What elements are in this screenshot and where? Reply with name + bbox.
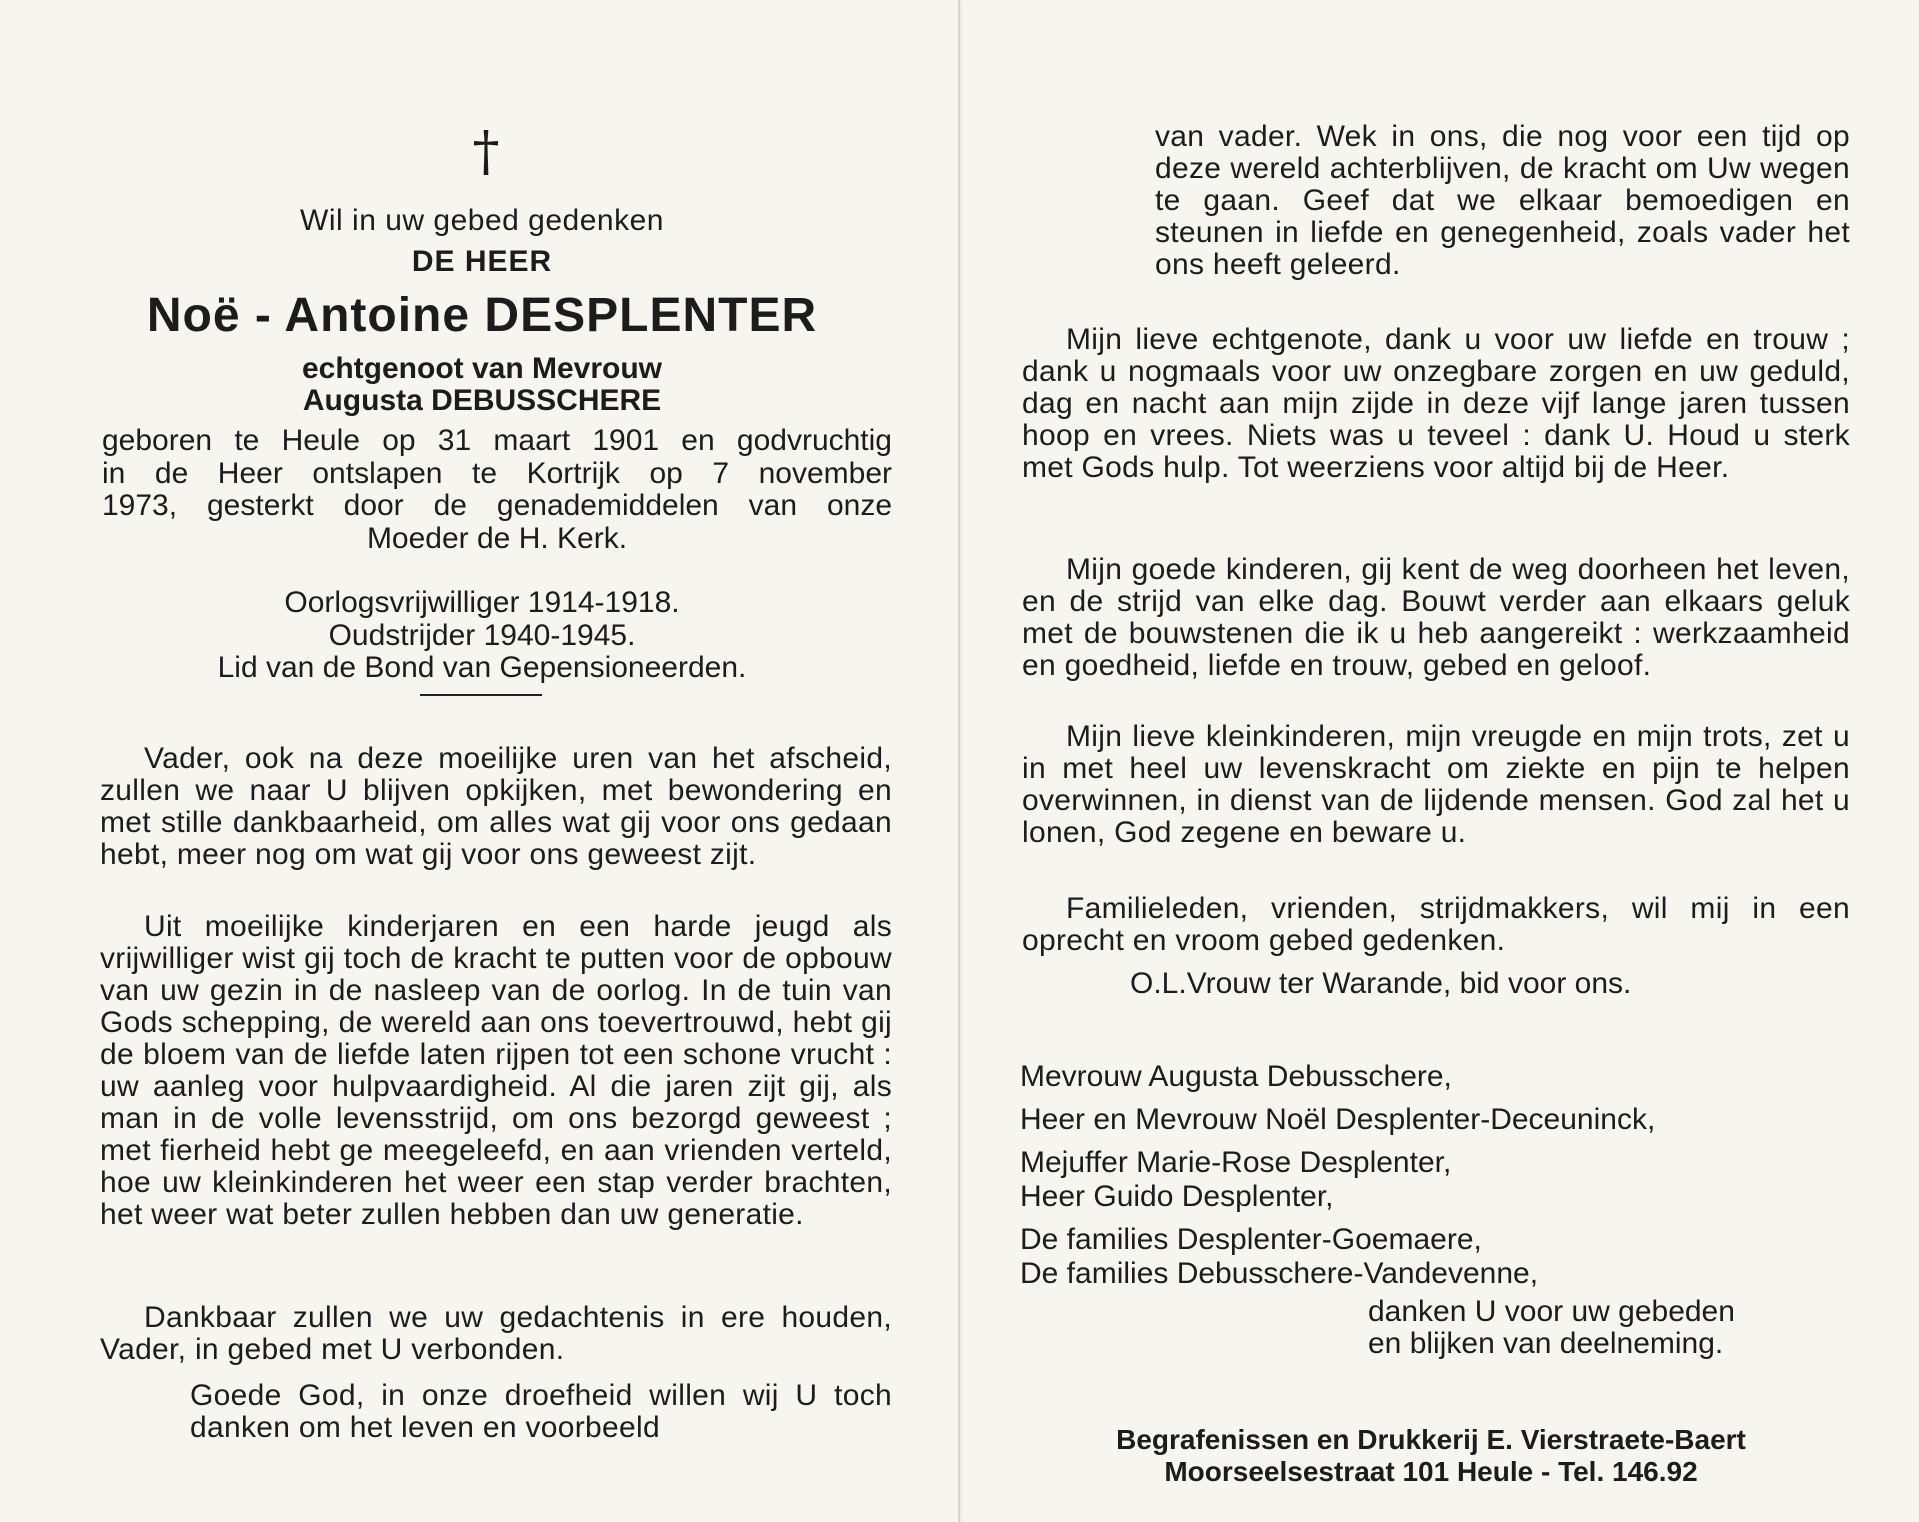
family-line: Heer en Mevrouw Noël Desplenter-Deceuninck, <box>1020 1103 1656 1136</box>
honor-line: Oorlogsvrijwilliger 1914-1918. <box>284 586 680 619</box>
birth-line: Moeder de H. Kerk. <box>366 521 628 555</box>
birth-line: 1973, gesterkt door de genademiddelen van onze <box>102 489 892 522</box>
family-line: Heer Guido Desplenter, <box>1020 1180 1334 1213</box>
birth-line: geboren te Heule op 31 maart 1901 en godvruchtig <box>102 424 892 457</box>
cross-icon: † <box>472 120 500 183</box>
family-line: Mevrouw Augusta Debusschere, <box>1020 1060 1452 1093</box>
thanks-note <box>1368 1296 1735 1360</box>
eulogy-paragraph: Goede God, in onze droefheid willen wij U toch danken om het leven en voorbeeld <box>190 1379 892 1444</box>
prayer-line: O.L.Vrouw ter Warande, bid voor ons. <box>1130 967 1632 1000</box>
family-line: De families Debusschere-Vandevenne, <box>1020 1257 1539 1290</box>
thanks-line: en blijken van deelneming. <box>1368 1327 1724 1360</box>
eulogy-paragraph: Vader, ook na deze moeilijke uren van het afscheid, zullen we naar U blijven opkijken, met bewondering en met stille dankbaarheid, om alles wat gij voor ons gedaan hebt, meer nog om wat gij voor ons geweest zijt. <box>100 742 892 871</box>
honorific-title: DE HEER <box>411 245 553 278</box>
eulogy-paragraph: Mijn lieve kleinkinderen, mijn vreugde en mijn trots, zet u in met heel uw levenskracht om ziekte en pijn te helpen overwinnen, in dienst van de lijdende mensen. God zal het u lonen, God zegene en beware u. <box>1022 720 1850 849</box>
eulogy-paragraph: Familieleden, vrienden, strijdmakkers, wil mij in een oprecht en vroom gebed gedenken. <box>1022 892 1850 957</box>
eulogy-paragraph: Dankbaar zullen we uw gedachtenis in ere houden, Vader, in gebed met U verbonden. <box>100 1301 892 1366</box>
family-line: Mejuffer Marie-Rose Desplenter, <box>1020 1146 1452 1179</box>
printer-imprint <box>1046 1424 1816 1488</box>
spouse-line-2: Augusta DEBUSSCHERE <box>302 384 662 417</box>
honor-line: Oudstrijder 1940-1945. <box>328 618 636 652</box>
family-list <box>1020 1060 1655 1291</box>
eulogy-paragraph: Uit moeilijke kinderjaren en een harde jeugd als vrijwilliger wist gij toch de kracht te putten voor de opbouw van uw gezin in de nasleep van de oorlog. In de tuin van Gods schepping, de wereld aan ons toevertrouwd, hebt gij de bloem van de liefde laten rijpen tot een schone vrucht : uw aanleg voor hulpvaardigheid. Al die jaren zijt gij, als man in de volle levensstrijd, om ons bezorgd geweest ; met fierheid hebt ge meegeleefd, en aan vrienden verteld, hoe uw kleinkinderen het weer een stap verder brachten, het weer wat beter zullen hebben dan uw generatie. <box>100 910 892 1231</box>
spouse-line-1: echtgenoot van Mevrouw <box>301 352 663 385</box>
honor-line: Lid van de Bond van Gepensioneerden. <box>217 651 747 684</box>
eulogy-paragraph: Mijn lieve echtgenote, dank u voor uw liefde en trouw ; dank u nogmaals voor uw onzegbare zorgen en uw geduld, dag en nacht aan mijn zijde in deze vijf lange jaren tussen hoop en vrees. Niets was u teveel : dank U. Houd u sterk met Gods hulp. Tot weerziens voor altijd bij de Heer. <box>1022 323 1850 484</box>
birth-line: in de Heer ontslapen te Kortrijk op 7 november <box>102 456 892 490</box>
family-line: De families Desplenter-Goemaere, <box>1020 1223 1482 1256</box>
birth-death-details <box>102 425 892 555</box>
thanks-line: danken U voor uw gebeden <box>1368 1295 1735 1328</box>
intro-line: Wil in uw gebed gedenken <box>300 204 664 237</box>
eulogy-paragraph: van vader. Wek in ons, die nog voor een tijd op deze wereld achterblijven, de kracht om Uw wegen te gaan. Geef dat we elkaar bemoedigen en steunen in liefde en genegenheid, zoals vader het ons heeft geleerd. <box>1155 120 1850 281</box>
honors-list <box>120 587 844 685</box>
divider <box>420 694 542 696</box>
deceased-name: Noë - Antoine DESPLENTER <box>146 289 818 342</box>
printer-line: Begrafenissen en Drukkerij E. Vierstraete-Baert <box>1116 1424 1746 1455</box>
eulogy-paragraph: Mijn goede kinderen, gij kent de weg doorheen het leven, en de strijd van elke dag. Bouwt verder aan elkaars geluk met de bouwstenen die ik u heb aangereikt : werkzaamheid en goedheid, liefde en trouw, gebed en geloof. <box>1022 553 1850 682</box>
printer-line: Moorseelsestraat 101 Heule - Tel. 146.92 <box>1164 1456 1698 1487</box>
